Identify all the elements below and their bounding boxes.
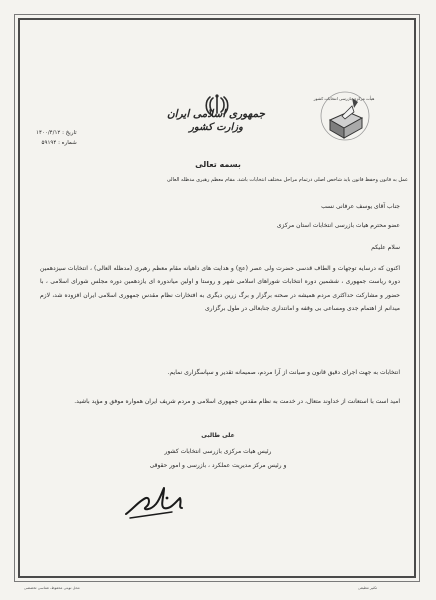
signer-name: علی طالبی <box>201 432 235 439</box>
country-name: جمهوری اسلامی ایران <box>166 108 266 120</box>
letter-body: اکنون که درسایه توجهات و الطاف قدسی حضرت ولی عصر (عج) و هدایت های داهیانه مقام معظم رهبری (مدظله العالی) ، انتخابات سیزدهمین دوره ریاست جمهوری ، ششمین دوره انتخابات شوراهای اسلامی شهر و روستا و اولین میاندوره ای یازدهمین دوره مجلس شورای اسلامی ، با حضور و مشارکت حداکثری مردم همیشه در صحنه برگزار و برگ زرین دیگری به افتخارات نظام مقدس جمهوری اسلامی ایران افزوده شد، لازم میدانم از اهتمام جدی ومساعی بی وقفه و امانتداری جنابعالی در طول برگزاری <box>40 265 400 313</box>
letter-number: شماره : ۵۹۱۹۴ <box>41 140 77 146</box>
ministry-name: وزارت کشور <box>189 122 243 133</box>
bismillah: بسمه تعالی <box>195 160 241 169</box>
letter-meta <box>36 128 77 148</box>
logo-caption: هیأت مرکزی بازرسی انتخابات کشور <box>313 96 375 101</box>
election-logo-icon <box>318 86 372 144</box>
footer-right-note: تکثیر مطبقی <box>358 586 378 590</box>
letter-closing: انتخابات به جهت اجرای دقیق قانون و صیانت از آرا مردم، صمیمانه تقدیر و سپاسگزاری نمایم. <box>167 369 400 376</box>
leader-quote: عمل به قانون وحفظ قانون باید شاخص اصلی درتمام مراحل مختلف انتخابات باشد. مقام معظم رهبری مدظله العالی <box>166 177 408 183</box>
letter-date: تاریخ : ۱۴۰۰/۴/۱۲ <box>36 130 77 136</box>
ministry-heading <box>150 108 282 133</box>
signature <box>120 478 190 524</box>
letter-wish: امید است با استعانت از خداوند متعال، در خدمت به نظام مقدس جمهوری اسلامی و مردم شریف ایران همواره موفق و مؤید باشید. <box>74 398 400 405</box>
footer-left-note: محل نوبتی محفوظ، شناسی تخصصی <box>24 586 80 590</box>
recipient-role: عضو محترم هیات بازرسی انتخابات استان مرکزی <box>276 222 400 229</box>
signer-title-1: رئیس هیات مرکزی بازرسی انتخابات کشور <box>164 448 272 455</box>
signer-title-2: و رئیس مرکز مدیریت عملکرد ، بازرسی و امور حقوقی <box>149 462 287 469</box>
recipient-name: جناب آقای یوسف عرفانی نسب <box>321 203 400 210</box>
salutation: سلام علیکم <box>371 244 400 251</box>
